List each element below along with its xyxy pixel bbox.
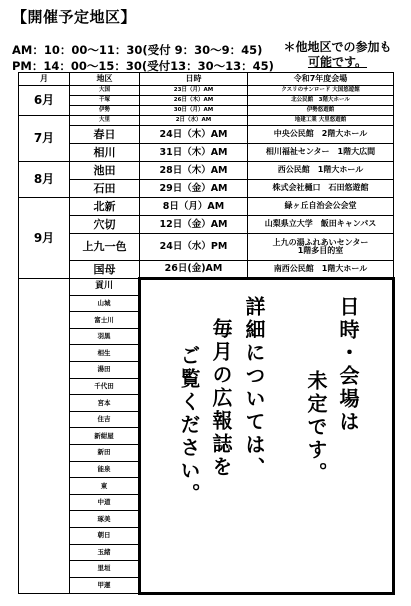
area-cell: 池田 xyxy=(70,162,140,180)
date-cell: 12日（金）AM xyxy=(140,216,248,234)
venue-cell: 緑ヶ丘自治会公会堂 xyxy=(248,198,394,216)
undecided-notice xyxy=(140,279,394,594)
undecided-area: 中道 xyxy=(70,494,140,511)
table-row xyxy=(19,261,394,279)
notice-col-4: 毎月の広報誌を xyxy=(209,318,233,479)
venue-cell: 南西公民館 1階大ホール xyxy=(248,261,394,279)
venue-cell: 伊勢悠遊館 xyxy=(248,106,394,116)
venue-cell: 中央公民館 2階大ホール xyxy=(248,126,394,144)
date-cell: 29日（金）AM xyxy=(140,180,248,198)
section-title: 【開催予定地区】 xyxy=(12,8,137,26)
venue-line-2: 1階多目的室 xyxy=(297,246,344,255)
am-time-line: AM：10：00～11：30(受付 9：30～9：45) xyxy=(12,43,263,57)
undecided-area: 琢美 xyxy=(70,511,140,528)
undecided-area: 宮本 xyxy=(70,395,140,412)
month-june: 6月 xyxy=(19,86,70,116)
venue-cell xyxy=(248,234,394,261)
undecided-area: 相生 xyxy=(70,345,140,362)
venue-cell: 株式会社樋口 石田悠遊館 xyxy=(248,180,394,198)
date-cell: 26日(金)AM xyxy=(140,261,248,279)
notice-col-3: 詳細については、 xyxy=(242,296,266,480)
table-row xyxy=(19,216,394,234)
date-cell: 31日（木）AM xyxy=(140,144,248,162)
table-row xyxy=(19,162,394,180)
area-cell: 国母 xyxy=(70,261,140,279)
table-row xyxy=(19,279,394,296)
undecided-area: 貢川 xyxy=(70,279,140,296)
notice-col-5: ご覧ください。 xyxy=(177,345,201,506)
table-row xyxy=(19,96,394,106)
pm-time-line: PM：14：00～15：30(受付13：30～13：45) xyxy=(12,59,274,73)
undecided-area: 朝日 xyxy=(70,527,140,544)
date-cell: 23日（月）AM xyxy=(140,86,248,96)
notice-col-1: 日時・会場は xyxy=(336,296,360,434)
month-september: 9月 xyxy=(19,198,70,279)
month-blank xyxy=(19,279,70,594)
header-datetime: 日時 xyxy=(140,73,248,86)
notice-col-2: 未定です。 xyxy=(304,370,328,485)
table-row xyxy=(19,126,394,144)
undecided-area: 甲運 xyxy=(70,577,140,594)
table-row xyxy=(19,116,394,126)
date-cell: 24日（木）AM xyxy=(140,126,248,144)
undecided-area: 玉緒 xyxy=(70,544,140,561)
date-cell: 24日（水）PM xyxy=(140,234,248,261)
undecided-area: 能泉 xyxy=(70,461,140,478)
undecided-area: 富士川 xyxy=(70,312,140,329)
table-row xyxy=(19,180,394,198)
area-cell: 大国 xyxy=(70,86,140,96)
undecided-area: 湯田 xyxy=(70,361,140,378)
date-cell: 30日（月）AM xyxy=(140,106,248,116)
area-cell: 北新 xyxy=(70,198,140,216)
table-row xyxy=(19,144,394,162)
table-header-row xyxy=(19,73,394,86)
area-cell: 伊勢 xyxy=(70,106,140,116)
undecided-area: 羽黒 xyxy=(70,328,140,345)
undecided-area: 住吉 xyxy=(70,411,140,428)
schedule-table xyxy=(18,72,395,595)
table-row xyxy=(19,86,394,96)
date-cell: 8日（月）AM xyxy=(140,198,248,216)
table-row xyxy=(19,106,394,116)
undecided-area: 新田 xyxy=(70,444,140,461)
header-area: 地区 xyxy=(70,73,140,86)
venue-cell: 北公民館 3階大ホール xyxy=(248,96,394,106)
undecided-area: 千代田 xyxy=(70,378,140,395)
area-cell: 上九一色 xyxy=(70,234,140,261)
area-cell: 穴切 xyxy=(70,216,140,234)
note-line-2: 可能です。 xyxy=(307,55,368,69)
venue-cell: 山梨県立大学 飯田キャンパス xyxy=(248,216,394,234)
venue-cell: クスリのサンロード 大国悠遊館 xyxy=(248,86,394,96)
undecided-area: 里垣 xyxy=(70,561,140,578)
month-august: 8月 xyxy=(19,162,70,198)
venue-line-1: 上九の湯ふれあいセンター xyxy=(272,237,369,247)
venue-cell: 西公民館 1階大ホール xyxy=(248,162,394,180)
area-cell: 石田 xyxy=(70,180,140,198)
area-cell: 千塚 xyxy=(70,96,140,106)
table-row xyxy=(19,198,394,216)
venue-cell: 相川福祉センター 1階大広間 xyxy=(248,144,394,162)
venue-cell: 地建工業 大里悠遊館 xyxy=(248,116,394,126)
header-venue: 令和7年度会場 xyxy=(248,73,394,86)
undecided-area: 新紺屋 xyxy=(70,428,140,445)
other-area-note xyxy=(280,40,395,70)
table-row xyxy=(19,234,394,261)
date-cell: 28日（木）AM xyxy=(140,162,248,180)
date-cell: 2日（水）AM xyxy=(140,116,248,126)
date-cell: 26日（木）AM xyxy=(140,96,248,106)
area-cell: 相川 xyxy=(70,144,140,162)
note-line-1: ＊他地区での参加も xyxy=(283,40,392,54)
month-july: 7月 xyxy=(19,116,70,162)
undecided-area: 東 xyxy=(70,478,140,495)
undecided-area: 山城 xyxy=(70,295,140,312)
area-cell: 大里 xyxy=(70,116,140,126)
area-cell: 春日 xyxy=(70,126,140,144)
header-month: 月 xyxy=(19,73,70,86)
